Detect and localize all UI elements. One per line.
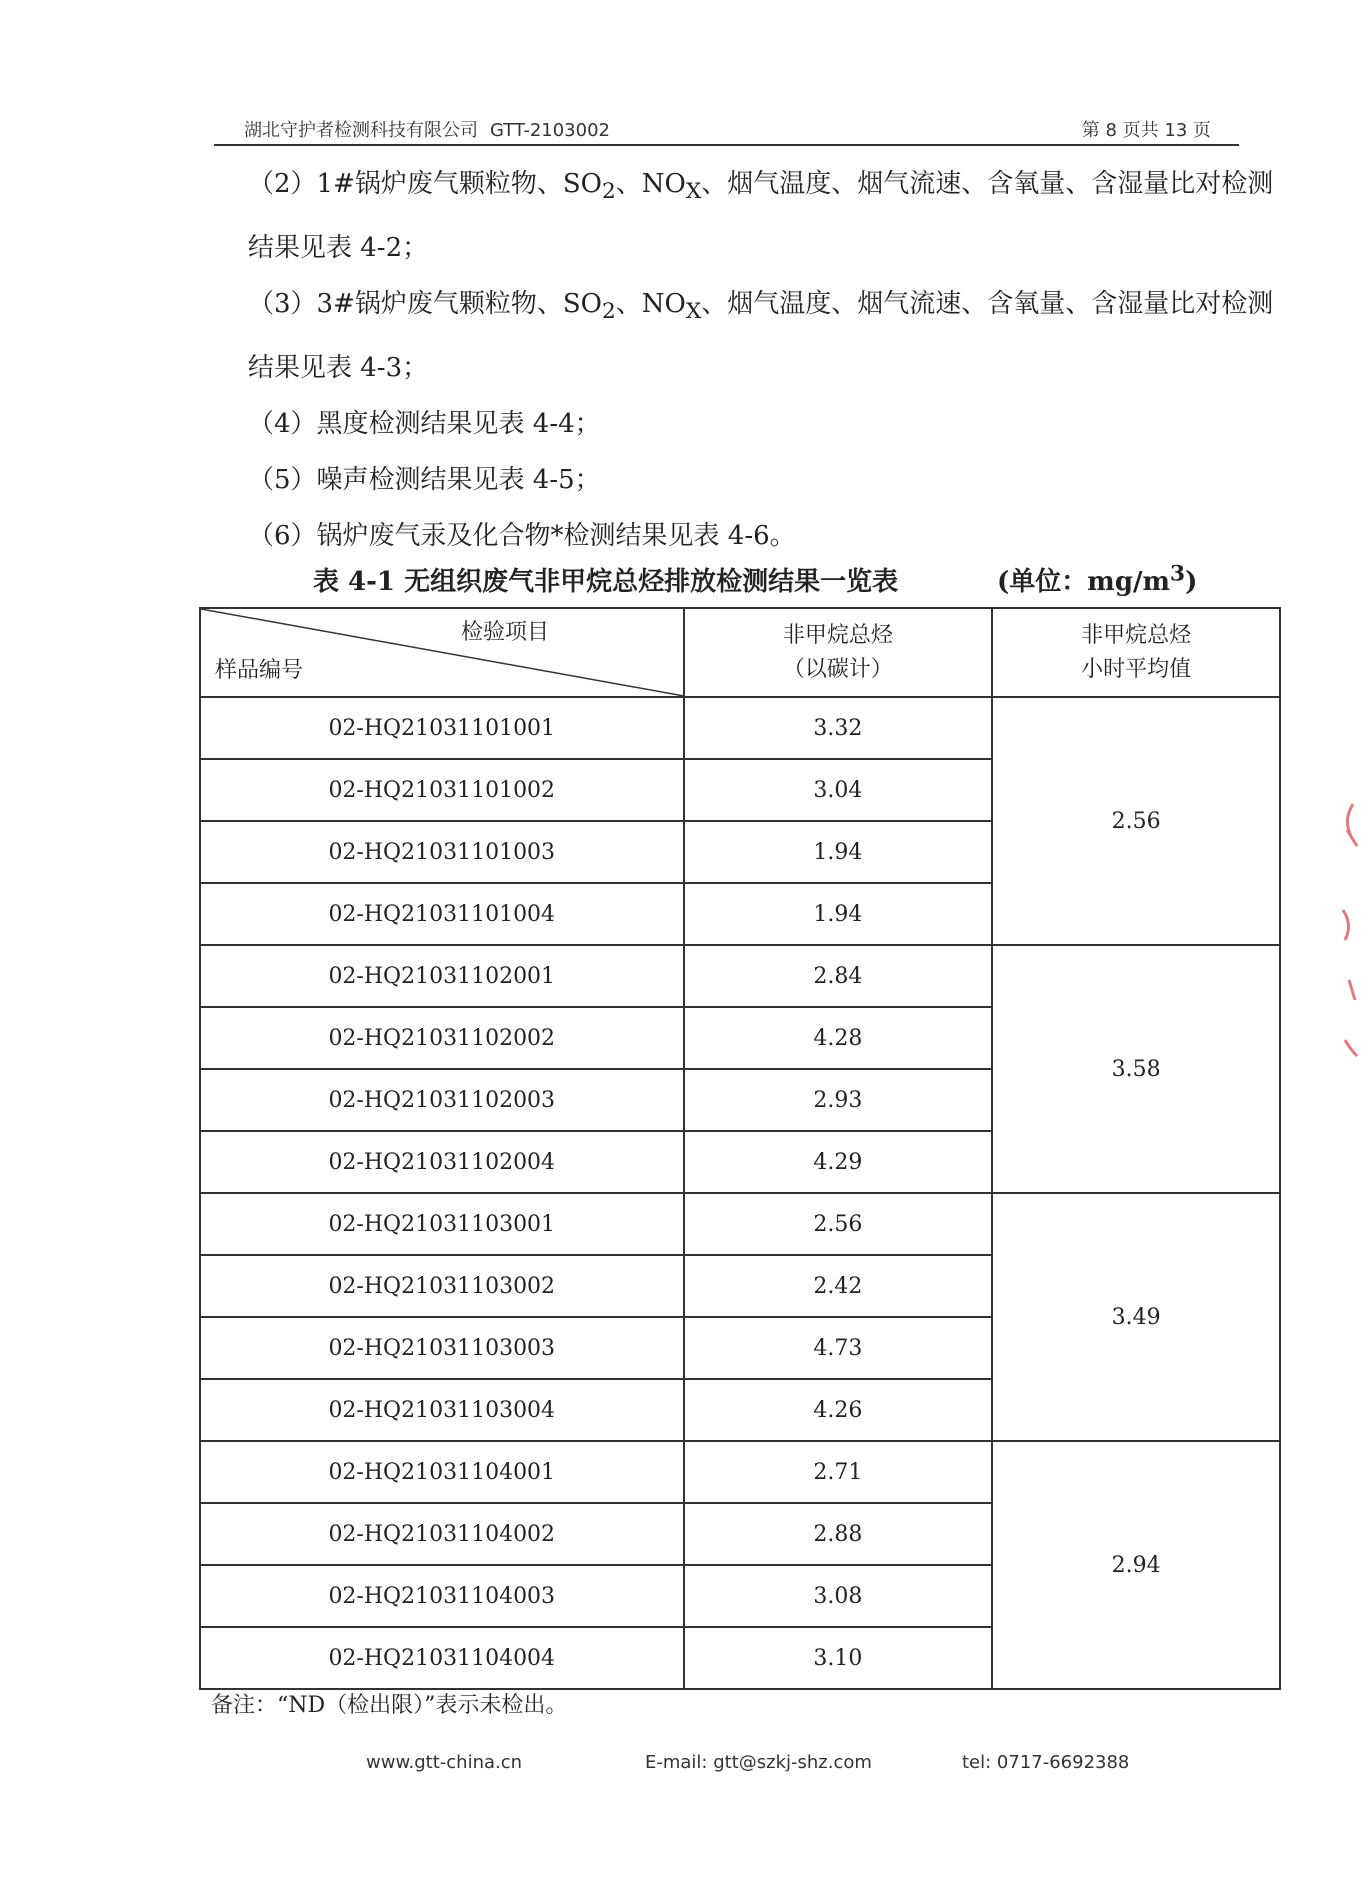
sample-id-cell: 02-HQ21031103001: [200, 1193, 684, 1255]
sample-id-cell: 02-HQ21031103004: [200, 1379, 684, 1441]
table-note: 备注：“ND（检出限）”表示未检出。: [211, 1693, 568, 1718]
item-5: （5）噪声检测结果见表 4-5；: [248, 465, 601, 496]
sample-id-cell: 02-HQ21031104004: [200, 1627, 684, 1689]
sample-id-cell: 02-HQ21031103002: [200, 1255, 684, 1317]
table-title: [313, 561, 1213, 598]
table-row: [200, 1193, 1280, 1255]
header-item: 检验项目: [461, 620, 550, 645]
sample-id-cell: 02-HQ21031104003: [200, 1565, 684, 1627]
nmhc-value-cell: 2.42: [684, 1255, 993, 1317]
hourly-average-cell: 2.56: [992, 697, 1280, 945]
item-2-line-1: （2）1#锅炉废气颗粒物、$SO_2$、$NO_X$、烟气温度、烟气流速、含氧量、含湿量比对检测: [248, 169, 1274, 205]
nmhc-value-cell: 2.56: [684, 1193, 993, 1255]
hourly-average-cell: 3.49: [992, 1193, 1280, 1441]
table-title-text: 表 4-1 无组织废气非甲烷总烃排放检测结果一览表: [313, 567, 899, 597]
sample-id-cell: 02-HQ21031102001: [200, 945, 684, 1007]
footer-email: E-mail: gtt@szkj-shz.com: [645, 1752, 872, 1773]
item-3-line-2: 结果见表 4-3；: [248, 353, 429, 384]
page-number: 第 8 页共 13 页: [1081, 120, 1211, 141]
page-footer: [0, 1752, 1369, 1782]
item-3-line-1: （3）3#锅炉废气颗粒物、$SO_2$、$NO_X$、烟气温度、烟气流速、含氧量、含湿量比对检测: [248, 289, 1274, 325]
table-header-row: [200, 608, 1280, 697]
header-hourly-average: 非甲烷总烃 小时平均值: [992, 608, 1280, 697]
nmhc-value-cell: 3.10: [684, 1627, 993, 1689]
item-2-line-2: 结果见表 4-2；: [248, 233, 429, 264]
company-name: 湖北守护者检测科技有限公司: [244, 120, 478, 141]
sample-id-cell: 02-HQ21031103003: [200, 1317, 684, 1379]
nmhc-value-cell: 3.08: [684, 1565, 993, 1627]
footer-website: www.gtt-china.cn: [366, 1752, 523, 1773]
seal-stamp-edge: [1333, 800, 1361, 1060]
nmhc-value-cell: 1.94: [684, 821, 993, 883]
sample-id-cell: 02-HQ21031104002: [200, 1503, 684, 1565]
nmhc-value-cell: 4.28: [684, 1007, 993, 1069]
sample-id-cell: 02-HQ21031102002: [200, 1007, 684, 1069]
item-list: [248, 156, 1278, 564]
table-row: [200, 697, 1280, 759]
sample-id-cell: 02-HQ21031102003: [200, 1069, 684, 1131]
report-code: GTT-2103002: [490, 120, 610, 141]
nmhc-value-cell: 4.26: [684, 1379, 993, 1441]
nmhc-value-cell: 2.71: [684, 1441, 993, 1503]
nmhc-value-cell: 4.73: [684, 1317, 993, 1379]
page-header: [214, 110, 1239, 146]
sample-id-cell: 02-HQ21031102004: [200, 1131, 684, 1193]
nmhc-value-cell: 3.32: [684, 697, 993, 759]
item-6: （6）锅炉废气汞及化合物*检测结果见表 4-6。: [248, 521, 796, 552]
nmhc-value-cell: 2.93: [684, 1069, 993, 1131]
nmhc-value-cell: 3.04: [684, 759, 993, 821]
nmhc-value-cell: 1.94: [684, 883, 993, 945]
footer-tel: tel: 0717-6692388: [962, 1752, 1130, 1773]
sample-id-cell: 02-HQ21031101002: [200, 759, 684, 821]
sample-id-cell: 02-HQ21031101003: [200, 821, 684, 883]
sample-id-cell: 02-HQ21031104001: [200, 1441, 684, 1503]
diagonal-header-cell: [200, 608, 684, 697]
header-sample: 样品编号: [215, 658, 304, 683]
results-table: [199, 607, 1281, 1690]
hourly-average-cell: 2.94: [992, 1441, 1280, 1689]
table-unit: (单位：$mg/m^3$): [997, 561, 1198, 597]
sample-id-cell: 02-HQ21031101004: [200, 883, 684, 945]
hourly-average-cell: 3.58: [992, 945, 1280, 1193]
nmhc-value-cell: 4.29: [684, 1131, 993, 1193]
header-nmhc: 非甲烷总烃 （以碳计）: [684, 608, 993, 697]
sample-id-cell: 02-HQ21031101001: [200, 697, 684, 759]
nmhc-value-cell: 2.88: [684, 1503, 993, 1565]
nmhc-value-cell: 2.84: [684, 945, 993, 1007]
table-row: [200, 945, 1280, 1007]
item-4: （4）黑度检测结果见表 4-4；: [248, 409, 601, 440]
table-row: [200, 1441, 1280, 1503]
header-company: [244, 116, 610, 142]
